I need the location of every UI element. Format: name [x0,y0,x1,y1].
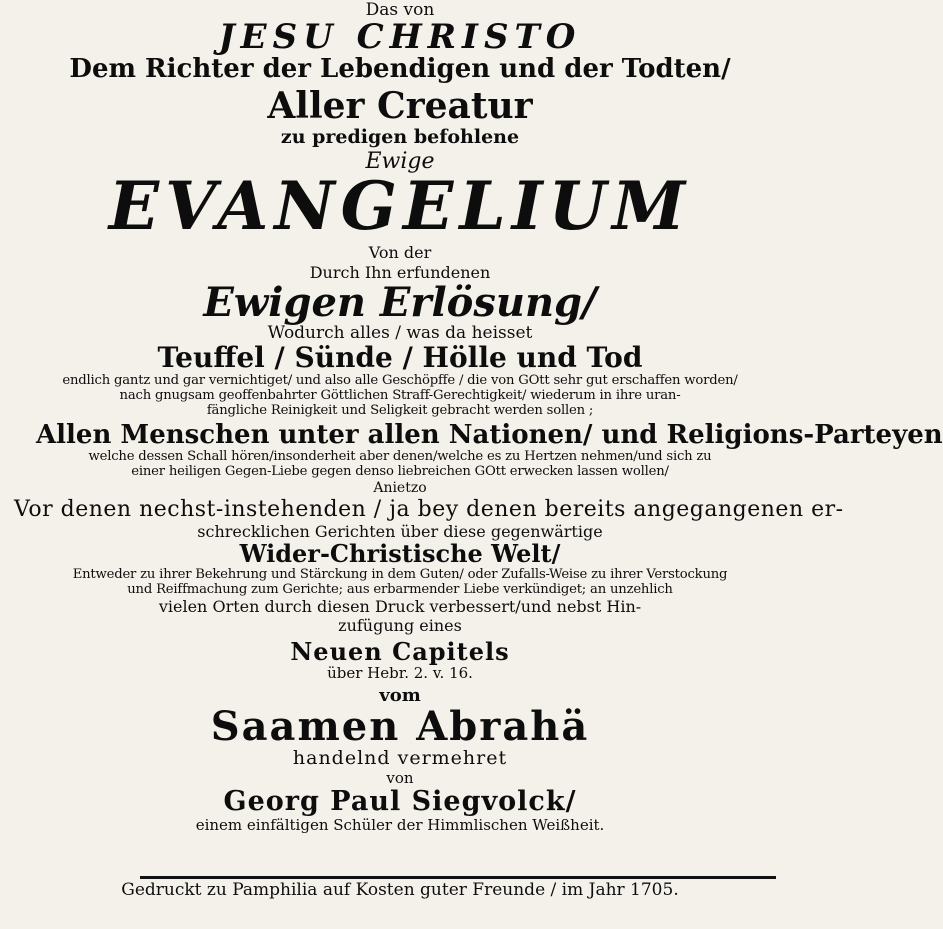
author-description: einem einfältigen Schüler der Himmlischen Weißheit. [195,816,605,835]
heading-teuffel: Teuffel / Sünde / Hölle und Tod [157,341,643,374]
preamble-das-von: Das von [365,0,435,20]
imprint: Gedruckt zu Pamphilia auf Kosten guter Freunde / im Jahr 1705. [121,880,679,900]
heading-wider-christische: Wider-Christische Welt/ [239,539,561,569]
line-schrecklichen: schrecklichen Gerichten über diese gegenwärtige [197,522,603,542]
body-line-4: welche dessen Schall hören/insonderheit aber denen/welche es zu Hertzen nehmen/und sich zu [88,448,712,464]
heading-jesu-christo: JESU CHRISTO [218,17,582,57]
line-hebr: über Hebr. 2. v. 16. [327,664,473,683]
author-name: Georg Paul Siegvolck/ [223,786,577,818]
main-title-evangelium: EVANGELIUM [108,167,692,245]
line-zufuegung: zufügung eines [338,616,462,636]
body-line-6: Entweder zu ihrer Bekehrung und Stärckung in dem Guten/ oder Zufalls-Weise zu ihrer Verstockung [72,567,728,583]
line-aller-creatur: Aller Creatur [267,85,533,127]
line-richter: Dem Richter der Lebendigen und der Todten/ [69,54,731,84]
line-von: von [386,769,414,788]
heading-ewigen-erloesung: Ewigen Erlösung/ [203,279,597,326]
body-line-1: endlich gantz und gar vernichtiget/ und also alle Geschöpffe / die von GOtt sehr gut erschaffen worden/ [62,373,738,388]
line-anietzo: Anietzo [373,480,427,497]
line-zu-predigen: zu predigen befohlene [280,126,520,148]
body-line-3: fängliche Reinigkeit und Seligkeit gebracht werden sollen ; [206,403,594,419]
line-von-der: Von der [368,243,432,262]
line-ewige: Ewige [365,149,435,174]
line-wodurch: Wodurch alles / was da heisset [267,323,533,343]
line-handelnd: handelnd vermehret [292,747,508,770]
line-vor-denen: Vor denen nechst-instehenden / ja bey denen bereits angegangenen er- [14,497,844,523]
body-line-5: einer heiligen Gegen-Liebe gegen denso liebreichen GOtt erwecken lassen wollen/ [131,463,669,479]
body-line-2: nach gnugsam geoffenbahrter Göttlichen Straff-Gerechtigkeit/ wiederum in ihre uran- [119,388,681,404]
line-vom: vom [379,685,421,707]
heading-allen-menschen: Allen Menschen unter allen Nationen/ und Religions-Parteyen [36,419,943,450]
body-line-7: und Reiffmachung zum Gerichte; aus erbarmender Liebe verkündiget; an unzehlich [127,582,673,598]
line-durch-ihn: Durch Ihn erfundenen [309,263,491,282]
heading-neuen-capitels: Neuen Capitels [290,637,510,667]
imprint-rule [140,876,776,879]
body-line-8: vielen Orten durch diesen Druck verbessert/und nebst Hin- [158,597,642,617]
heading-saamen-abraha: Saamen Abrahä [210,703,590,751]
